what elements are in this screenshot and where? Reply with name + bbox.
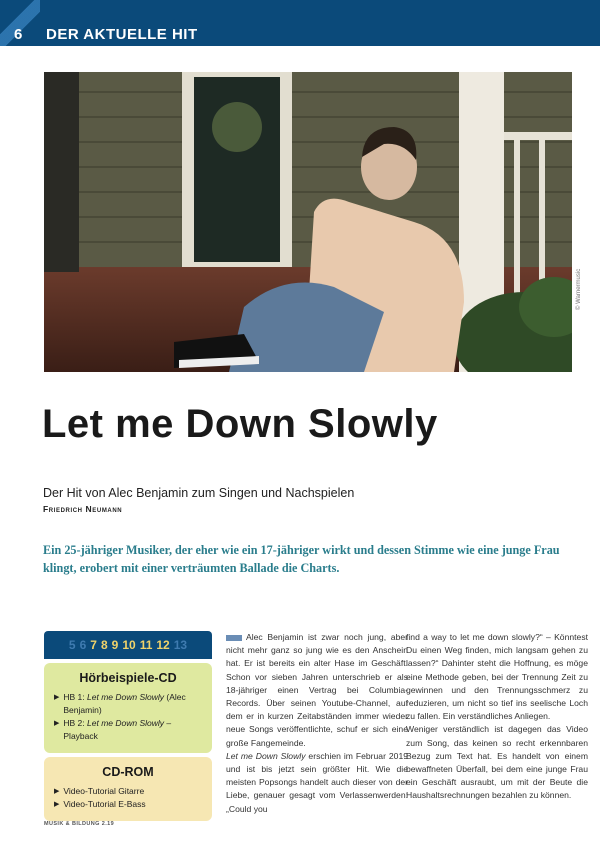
cdrom-item — [54, 798, 202, 811]
cd-item-suffix: (Alec Benjamin) — [63, 692, 186, 715]
body-paragraph — [226, 631, 408, 750]
body-column-1 — [226, 631, 408, 816]
page-strip-number: 11 — [139, 638, 153, 652]
cdrom-box — [44, 757, 212, 821]
page-strip-number: 8 — [100, 638, 108, 652]
portrait-photo-icon — [44, 72, 572, 372]
body-text: erschien im Februar 2019 und ist bis jetzt sein größter Hit. Wie die meisten Popsongs handelt auch dieser von der Liebe, genauer gesagt vom Verlassenwerden: „Could you — [226, 750, 408, 814]
song-title-inline: Let me Down Slowly — [226, 750, 306, 761]
play-arrow-icon: ▶ — [54, 694, 60, 701]
article-photo — [44, 72, 572, 372]
article-subtitle: Der Hit von Alec Benjamin zum Singen und Nachspielen — [43, 486, 355, 500]
cd-box — [44, 663, 212, 753]
cd-item — [54, 691, 202, 717]
cdrom-item-label: Video-Tutorial Gitarre — [63, 786, 145, 796]
body-paragraph — [226, 750, 408, 816]
cdrom-item-label: Video-Tutorial E-Bass — [63, 799, 146, 809]
page-strip — [44, 631, 212, 659]
article-title: Let me Down Slowly — [42, 402, 438, 446]
cd-item — [54, 717, 202, 743]
cd-item-label — [63, 717, 202, 743]
photo-credit: © Warnermusic — [576, 268, 582, 310]
play-arrow-icon: ▶ — [54, 801, 60, 808]
article-author: Friedrich Neumann — [43, 504, 123, 514]
body-column-2 — [406, 631, 588, 803]
page-strip-number: 12 — [156, 638, 170, 652]
cd-box-title: Hörbeispiele-CD — [79, 671, 177, 685]
cdrom-item — [54, 785, 202, 798]
page-strip-number: 5 — [68, 638, 76, 652]
play-arrow-icon: ▶ — [54, 788, 60, 795]
page-strip-number: 7 — [90, 638, 97, 652]
body-paragraph: find a way to let me down slowly?“ – Könntest Du einen Weg finden, mich langsam gehen zu lassen?“ Dahinter steht die Hoffnung, es möge eine Methode geben, bei der Trennung Zeit zu gewinnen und den Trennungsschmerz zu reduzieren, um nicht so tief ins seelische Loch zu fallen. Ein verständliches Anliegen. — [406, 632, 588, 722]
page-strip-number: 6 — [79, 638, 87, 652]
page-strip-number: 9 — [111, 638, 119, 652]
cd-item-prefix: HB 2: — [63, 718, 88, 728]
cd-item-prefix: HB 1: — [63, 692, 88, 702]
play-arrow-icon: ▶ — [54, 720, 60, 727]
footer: MUSIK & BILDUNG 2.19 — [44, 821, 115, 827]
page-strip-number: 13 — [173, 638, 188, 652]
section-title: DER AKTUELLE HIT — [46, 26, 198, 43]
page-strip-number: 10 — [122, 638, 136, 652]
cd-item-label — [63, 691, 202, 717]
cd-item-suffix: – Playback — [63, 718, 172, 741]
page-number: 6 — [14, 26, 23, 43]
sidebar — [44, 631, 212, 821]
body-paragraph: Weniger verständlich ist dagegen das Video zum Song, das keinen so recht erkennbaren Bezug zum Text hat. Es handelt von einem bewaffneten Überfall, bei dem eine junge Frau ein Geschäft ausraubt, um mit der Beute die Haushaltsrechnungen bezahlen zu können. — [406, 724, 588, 801]
cd-item-song: Let me Down Slowly — [87, 718, 165, 728]
body-text: Alec Benjamin ist zwar noch jung, aber nicht mehr ganz so jung wie es den Anschein hat. Er ist bereits ein alter Hase im Geschäft. Schon vor sieben Jahren unterschrieb er als 18-jähriger einen Vertrag bei Columbia-Records. Über seinen Youtube-Channel, auf dem er in kurzen Zeitabständen immer wieder neue Songs veröffentlichte, schuf er sich eine große Fangemeinde. — [226, 632, 408, 748]
cd-item-song: Let me Down Slowly — [87, 692, 165, 702]
cdrom-box-title: CD-ROM — [102, 765, 154, 779]
article-lead: Ein 25-jähriger Musiker, der eher wie ein 17-jähriger wirkt und dessen Stimme wie eine junge Frau klingt, erobert mit einer verträumten Ballade die Charts. — [43, 543, 560, 575]
paragraph-marker-icon — [226, 635, 242, 641]
